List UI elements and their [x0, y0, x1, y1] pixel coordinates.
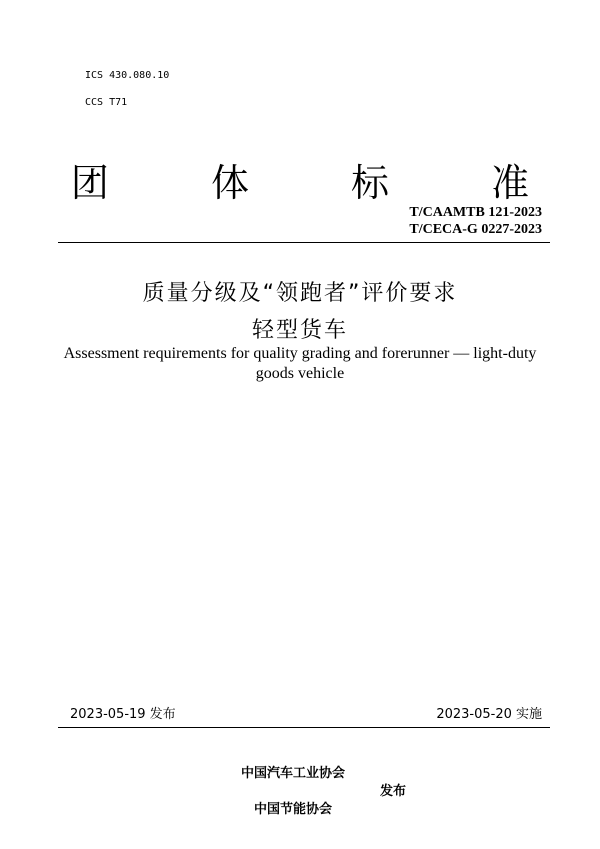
implement-date: 2023-05-20 实施	[436, 707, 542, 722]
top-divider	[58, 242, 550, 243]
issuer-org-2: 中国节能协会	[254, 802, 333, 817]
publish-label: 发布	[380, 784, 407, 799]
publish-date: 2023-05-19 发布	[70, 707, 176, 722]
standard-code-1: T/CAAMTB 121-2023	[409, 205, 542, 220]
ccs-code: CCS T71	[85, 97, 128, 108]
standard-code-2: T/CECA-G 0227-2023	[409, 222, 542, 237]
standard-type-heading: 团 体 标 准	[70, 161, 575, 205]
bottom-divider	[58, 727, 550, 728]
chinese-title-line2: 轻型货车	[251, 318, 348, 343]
english-title-line1: Assessment requirements for quality grading and forerunner — light-duty	[63, 345, 537, 362]
english-title-line2: goods vehicle	[255, 365, 345, 382]
chinese-title-line1: 质量分级及“领跑者”评价要求	[142, 281, 458, 306]
issuer-org-1: 中国汽车工业协会	[241, 766, 346, 781]
ics-code: ICS 430.080.10	[85, 70, 170, 81]
